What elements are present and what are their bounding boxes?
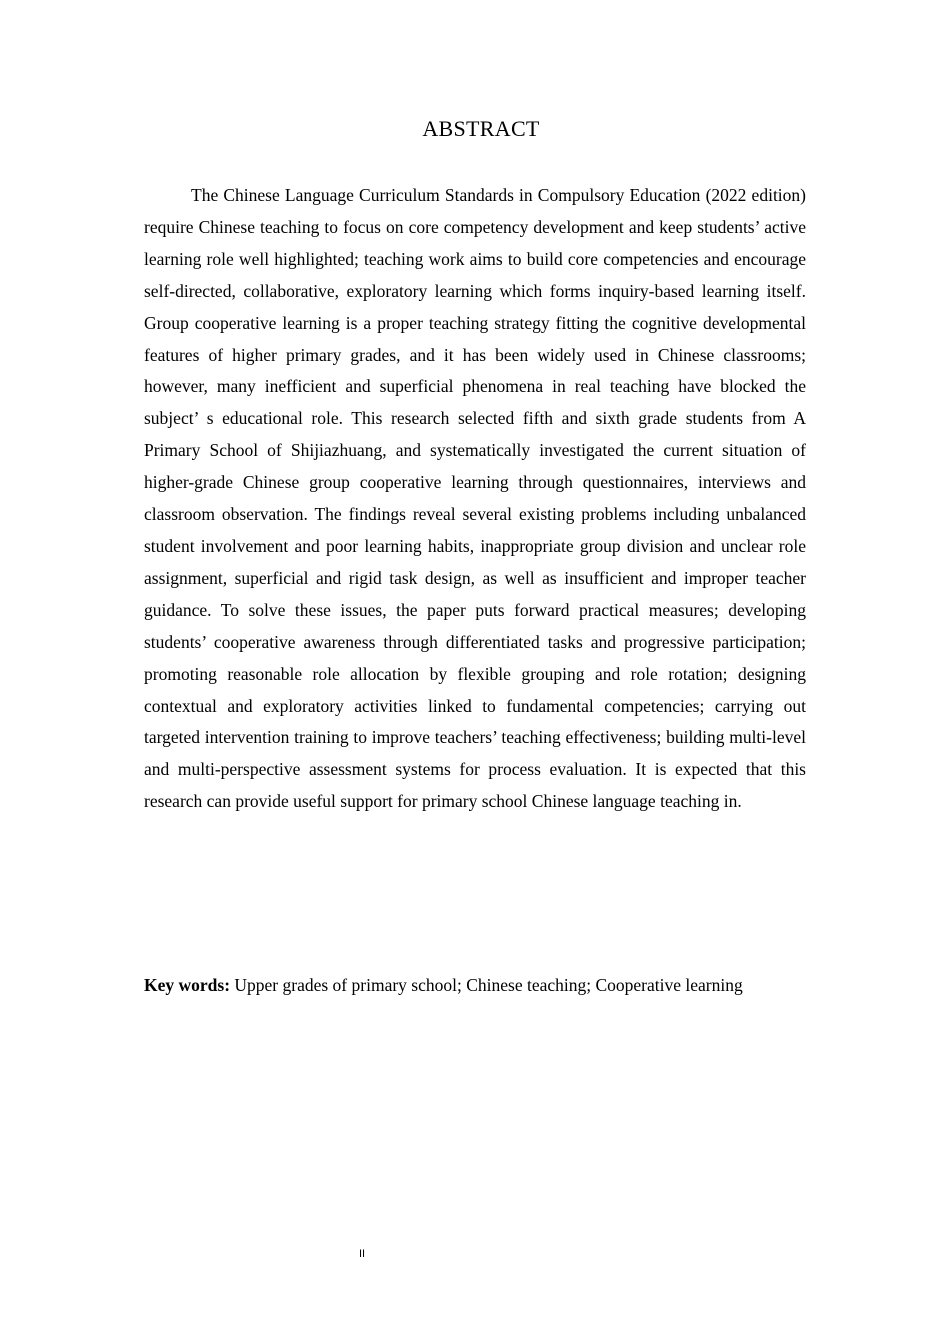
keywords-text: Upper grades of primary school; Chinese teaching; Cooperative learning	[230, 975, 743, 995]
keywords-label: Key words:	[144, 975, 231, 995]
page-number: II	[359, 1248, 366, 1260]
abstract-body: The Chinese Language Curriculum Standards in Compulsory Education (2022 edition) require Chinese teaching to focus on core competency development and keep students’ active learning role well highlighted; teaching work aims to build core competencies and encourage self-directed, collaborative, exploratory learning which forms inquiry-based learning itself. Group cooperative learning is a proper teaching strategy fitting the cognitive developmental features of higher primary grades, and it has been widely used in Chinese classrooms; however, many inefficient and superficial phenomena in real teaching have blocked the subject’ s educational role. This research selected fifth and sixth grade students from A Primary School of Shijiazhuang, and systematically investigated the current situation of higher-grade Chinese group cooperative learning through questionnaires, interviews and classroom observation. The findings reveal several existing problems including unbalanced student involvement and poor learning habits, inappropriate group division and unclear role assignment, superficial and rigid task design, as well as insufficient and improper teacher guidance. To solve these issues, the paper puts forward practical measures; developing students’ cooperative awareness through differentiated tasks and progressive participation; promoting reasonable role allocation by flexible grouping and role rotation; designing contextual and exploratory activities linked to fundamental competencies; carrying out targeted intervention training to improve teachers’ teaching effectiveness; building multi-level and multi-perspective assessment systems for process evaluation. It is expected that this research can provide useful support for primary school Chinese language teaching in.	[144, 185, 806, 812]
keywords-paragraph	[144, 970, 806, 1002]
abstract-title: ABSTRACT	[422, 116, 540, 141]
